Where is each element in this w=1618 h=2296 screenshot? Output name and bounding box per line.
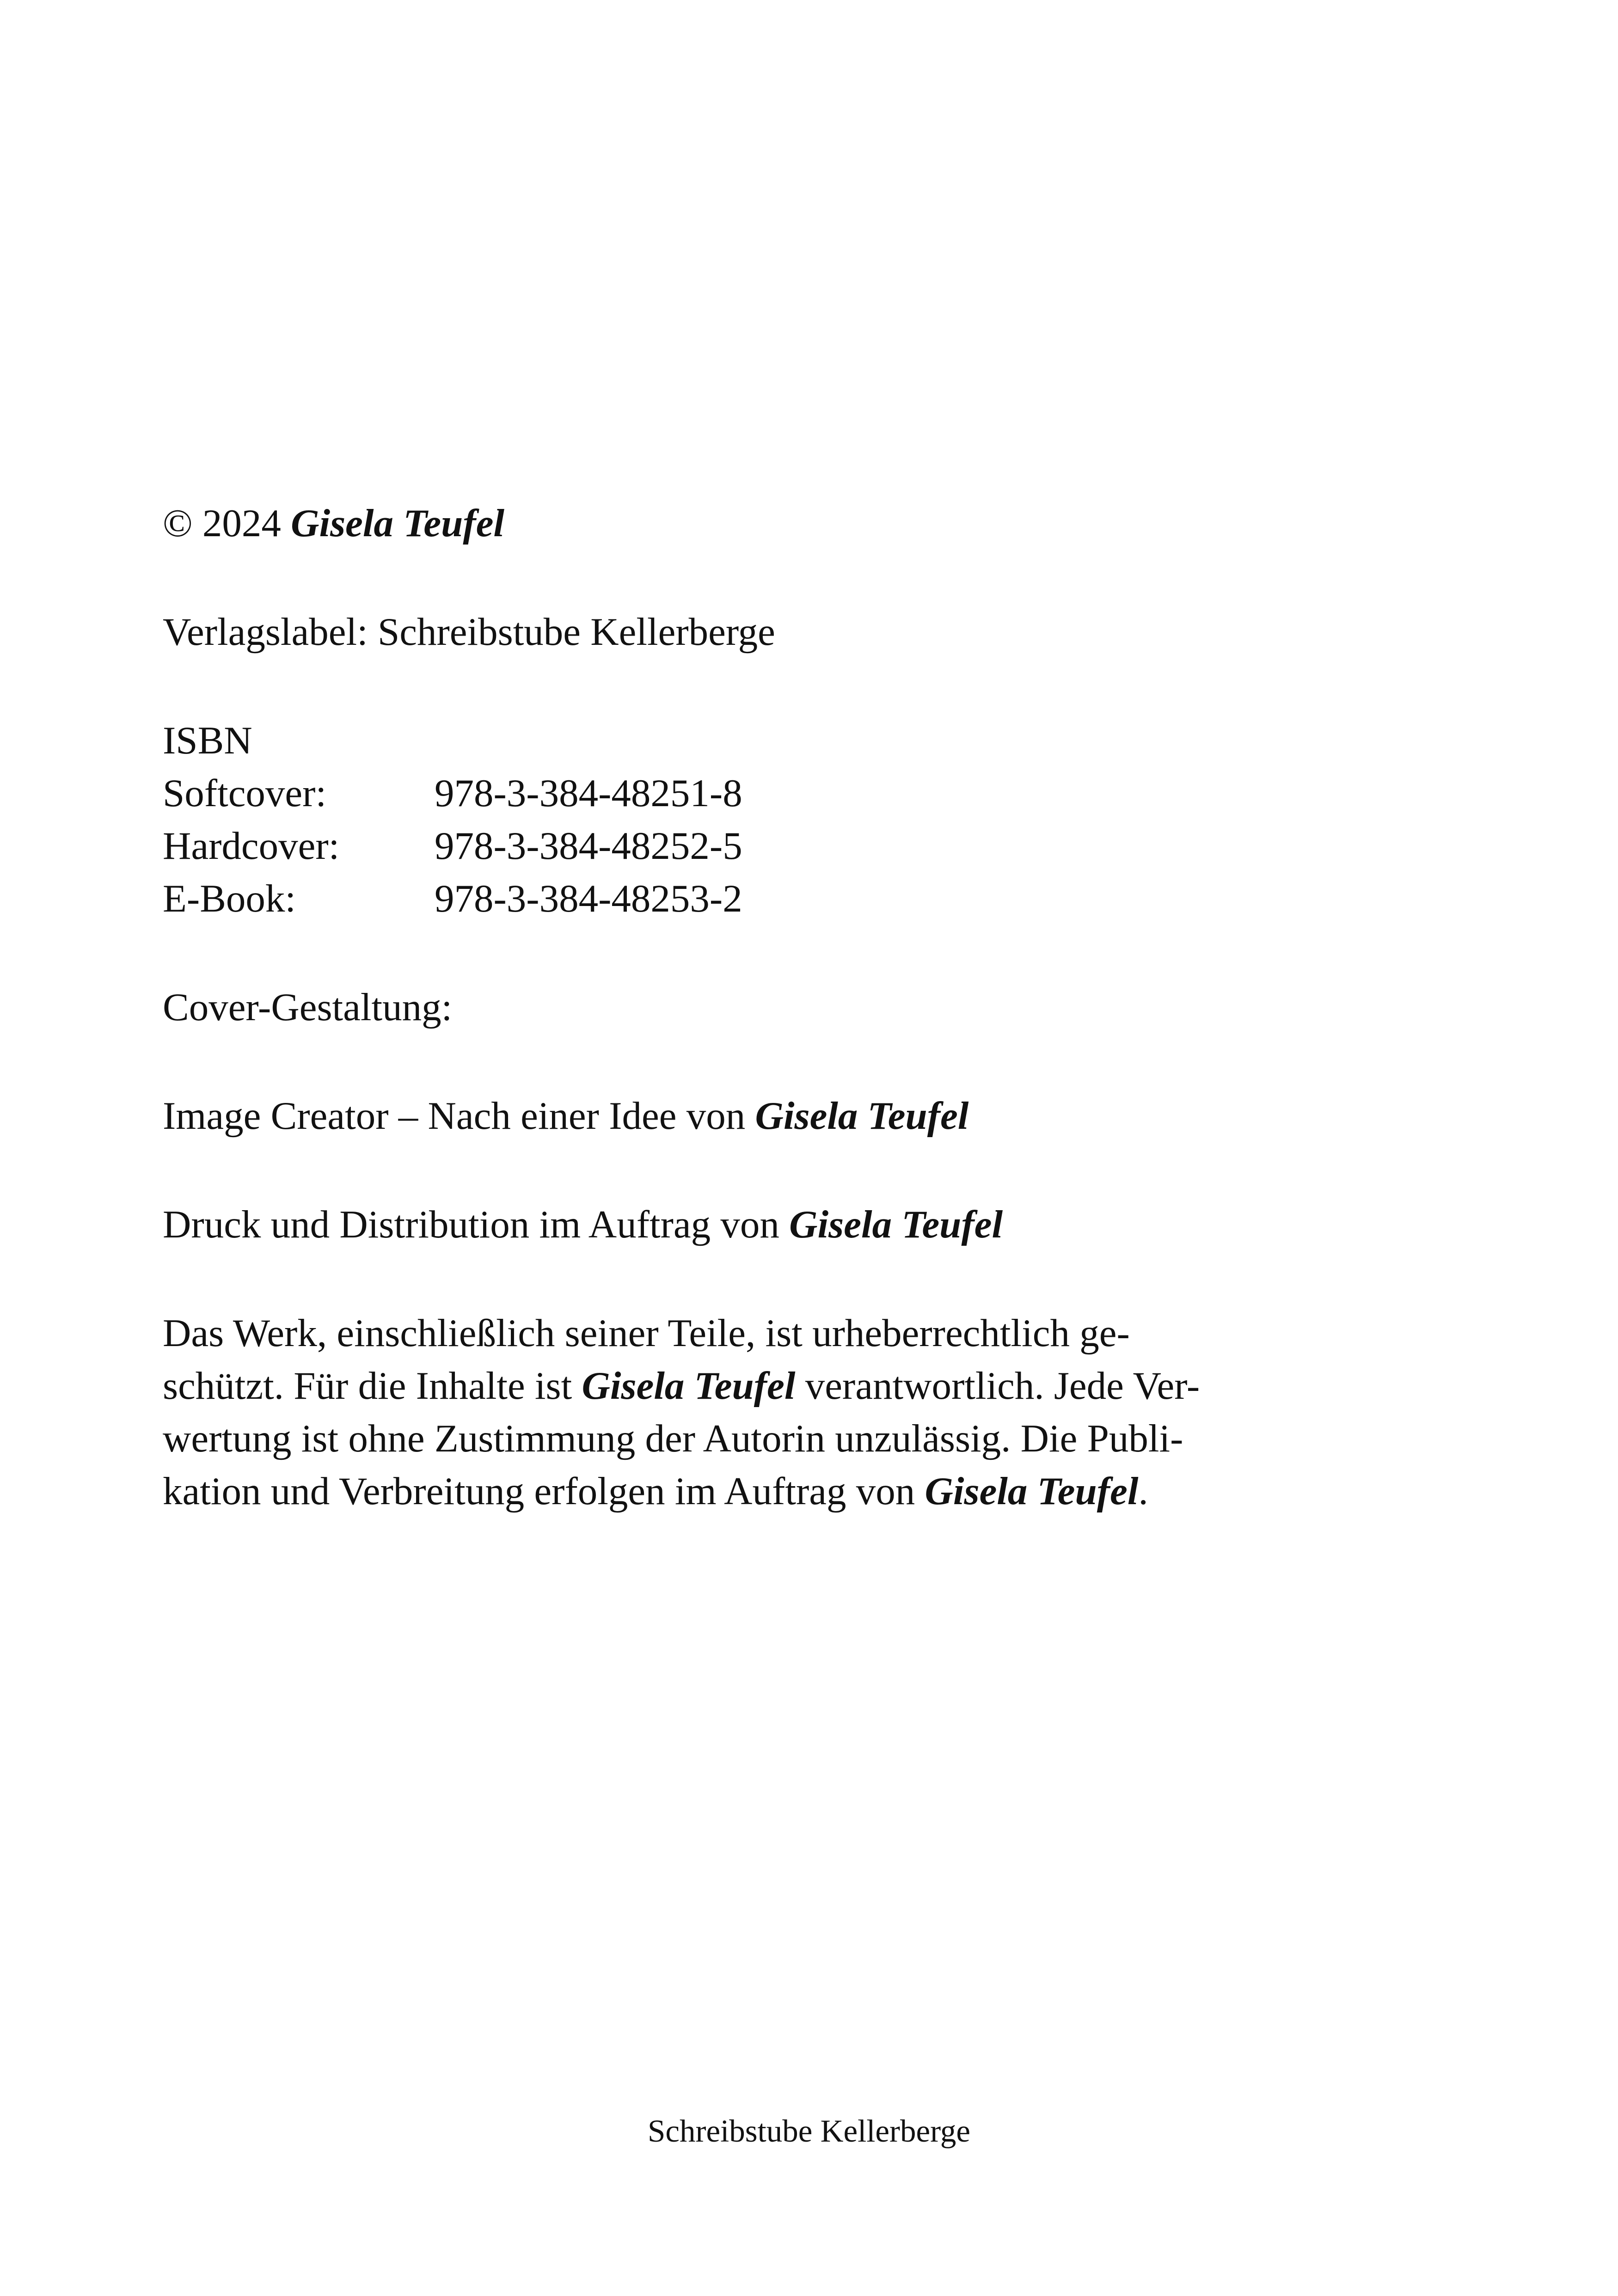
distribution-name: Gisela Teufel: [789, 1203, 1003, 1246]
publisher-label-line: [163, 606, 1406, 658]
rights-line-4-name: Gisela Teufel: [925, 1469, 1139, 1513]
copyright-author: Gisela Teufel: [291, 502, 505, 545]
isbn-row-ebook: [163, 872, 1406, 925]
isbn-section: [163, 714, 1406, 925]
rights-line-4: [163, 1465, 1406, 1518]
rights-line-2: [163, 1359, 1406, 1412]
cover-credit-block: [163, 1090, 1406, 1142]
isbn-value: 978-3-384-48251-8: [435, 771, 742, 815]
isbn-value: 978-3-384-48253-2: [435, 877, 742, 920]
rights-line-1: Das Werk, einschließlich seiner Teile, ist urheberrechtlich ge-: [163, 1311, 1130, 1355]
isbn-label: Hardcover:: [163, 824, 340, 868]
rights-line-4-prefix: kation und Verbreitung erfolgen im Auftrag von: [163, 1469, 925, 1513]
distribution-block: [163, 1198, 1406, 1251]
isbn-heading: ISBN: [163, 719, 252, 762]
cover-credit-prefix: Image Creator – Nach einer Idee von: [163, 1094, 755, 1138]
isbn-value: 978-3-384-48252-5: [435, 824, 742, 868]
isbn-label: Softcover:: [163, 771, 327, 815]
rights-line-2-suffix: verantwortlich. Jede Ver-: [795, 1364, 1200, 1408]
cover-design-heading-block: [163, 981, 1406, 1034]
footer-publisher: Schreibstube Kellerberge: [647, 2113, 971, 2149]
cover-design-heading: Cover-Gestaltung:: [163, 986, 453, 1029]
imprint-content: [163, 497, 1406, 1574]
rights-line-3: wertung ist ohne Zustimmung der Autorin unzulässig. Die Publi-: [163, 1417, 1183, 1460]
rights-line-2-name: Gisela Teufel: [582, 1364, 796, 1408]
isbn-label: E-Book:: [163, 877, 296, 920]
publisher-label-text: Verlagslabel: Schreibstube Kellerberge: [163, 610, 775, 654]
rights-line-2-prefix: schützt. Für die Inhalte ist: [163, 1364, 582, 1408]
isbn-row-softcover: [163, 767, 1406, 820]
rights-line-4-suffix: .: [1138, 1469, 1148, 1513]
isbn-row-hardcover: [163, 820, 1406, 872]
copyright-prefix: © 2024: [163, 502, 291, 545]
copyright-line: [163, 497, 1406, 550]
rights-paragraph: [163, 1307, 1406, 1518]
distribution-prefix: Druck und Distribution im Auftrag von: [163, 1203, 790, 1246]
cover-credit-name: Gisela Teufel: [755, 1094, 969, 1138]
